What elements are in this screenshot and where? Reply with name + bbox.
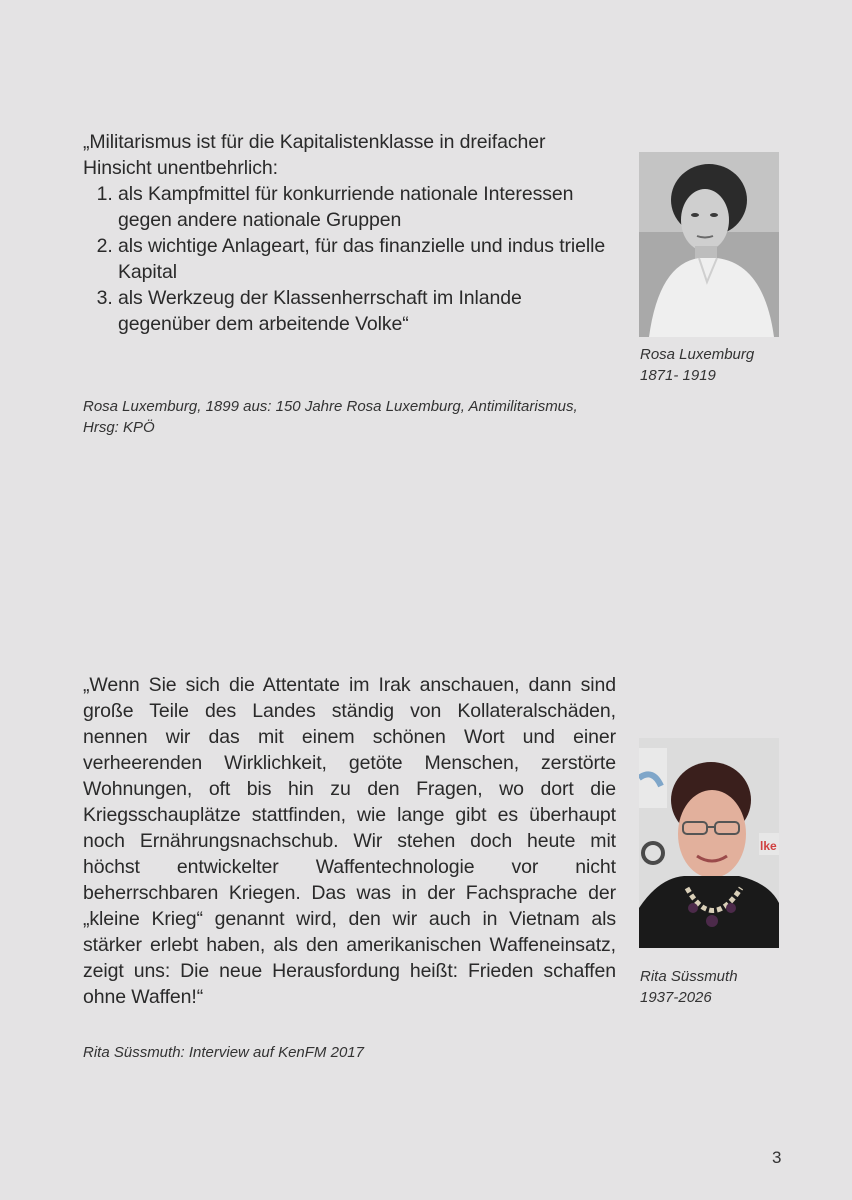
quote-luxemburg-source: Rosa Luxemburg, 1899 aus: 150 Jahre Rosa Luxemburg, Antimilitarismus, Hrsg: KPÖ <box>83 398 578 436</box>
quote-luxemburg-intro: „Militarismus ist für die Kapitalistenklasse in dreifacher Hinsicht unentbehrlich: <box>83 131 546 179</box>
quote-suessmuth-source: Rita Süssmuth: Interview auf KenFM 2017 <box>83 1044 364 1061</box>
quote-suessmuth: „Wenn Sie sich die Attentate im Irak anschauen, dann sind große Teile des Landes ständig von Kollateralschäden, nennen wir das mit einem schönen Wort und einer verheerenden Wirklichkeit, getöte Menschen, zerstörte Wohnungen, oft bis hin zu den Fragen, wo dort die Kriegsschauplätze stattfinden, wie lange gibt es überhaupt noch Ernährungsnachschub. Wir stehen doch heute mit höchst entwickelter Waffentechnologie vor nicht beherrschbaren Kriegen. Das was in der Fachsprache der „kleine Krieg“ genannt wird, den wir auch in Vietnam als stärker erlebt haben, als den amerikanischen Waffeneinsatz, zeigt uns: Die neue Herausfordung heißt: Frieden schaffen ohne Waffen!“ <box>83 674 616 1008</box>
quote-luxemburg <box>83 129 616 337</box>
svg-text:lke: lke <box>760 839 777 853</box>
portrait-rosa-luxemburg-caption <box>640 344 754 386</box>
caption-name: Rita Süssmuth <box>640 968 738 985</box>
caption-years: 1871- 1919 <box>640 367 716 384</box>
caption-years: 1937-2026 <box>640 989 712 1006</box>
list-item: 2. als wichtige Anlageart, für das finanzielle und indus trielle Kapital <box>118 233 616 285</box>
portrait-rita-suessmuth-caption <box>640 966 738 1008</box>
list-item: 3. als Werkzeug der Klassenherrschaft im Inlande gegenüber dem arbeitende Volke“ <box>118 285 616 337</box>
portrait-rita-suessmuth <box>639 738 779 948</box>
page-number: 3 <box>772 1148 782 1167</box>
portrait-rosa-luxemburg <box>639 152 779 337</box>
quote-luxemburg-list <box>83 181 616 337</box>
caption-name: Rosa Luxemburg <box>640 346 755 363</box>
list-item: 1. als Kampfmittel für konkurriende nationale Interessen gegen andere nationale Gruppen <box>118 181 616 233</box>
